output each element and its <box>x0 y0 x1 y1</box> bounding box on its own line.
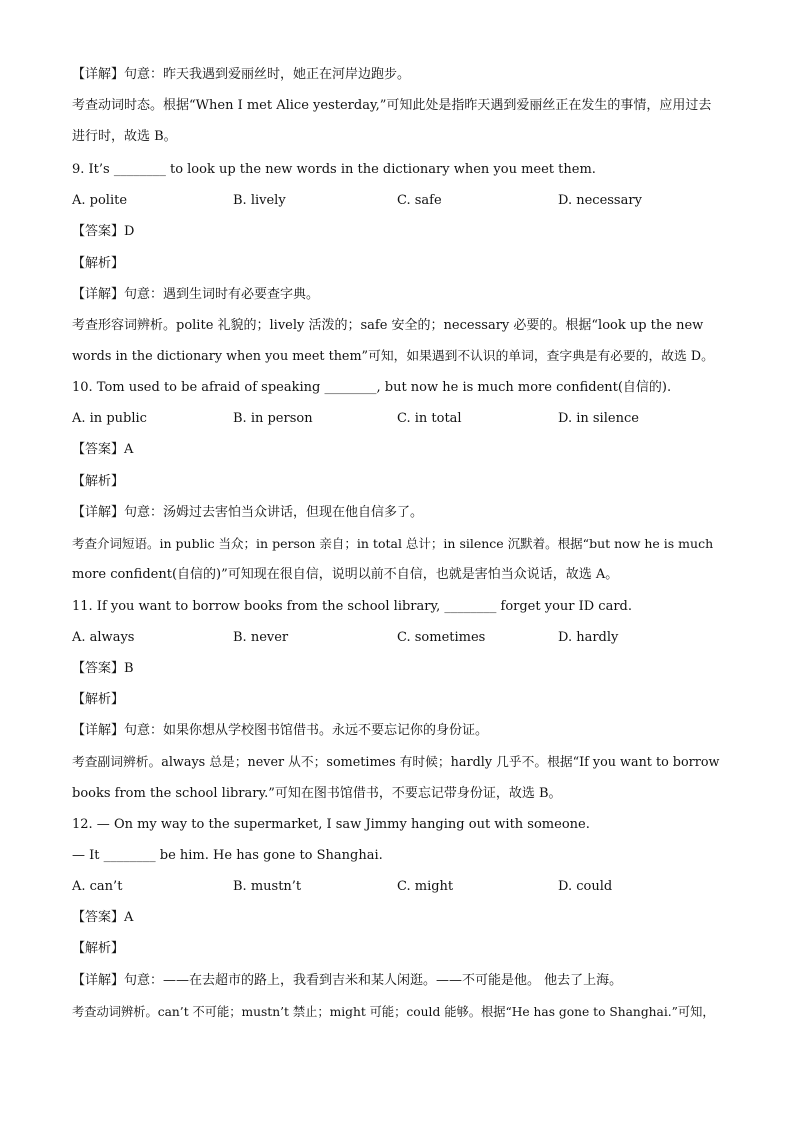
q12-question: 12. — On my way to the supermarket, I saw Jimmy hanging out with someone. <box>72 817 590 832</box>
option-d: D. in silence <box>558 411 639 426</box>
q11-question: 11. If you want to borrow books from the school library, ________ forget your ID card. <box>72 599 633 614</box>
q11-analysis-line: books from the school library.”可知在图书馆借书，不要忘记带身份证，故选 B。 <box>72 786 562 801</box>
option-c: C. might <box>397 879 454 894</box>
q10-detail-line: 【详解】句意：汤姆过去害怕当众讲话，但现在他自信多了。 <box>72 505 424 520</box>
q12-detail-line: 【详解】句意：——在去超市的路上，我看到吉米和某人闲逛。——不可能是他。 他去了上海。 <box>72 973 623 988</box>
q9-analysis-line: 考查形容词辨析。polite 礼貌的；lively 活泼的；safe 安全的；necessary 必要的。根据“look up the new <box>72 318 704 333</box>
q9-analysis-line: words in the dictionary when you meet them”可知，如果遇到不认识的单词，查字典是有必要的，故选 D。 <box>72 349 714 364</box>
q10-analysis-heading: 【解析】 <box>72 474 125 489</box>
option-c: C. safe <box>397 193 442 208</box>
option-c: C. sometimes <box>397 630 486 645</box>
option-b: B. mustn’t <box>233 879 302 894</box>
q11-detail-line: 【详解】句意：如果你想从学校图书馆借书。永远不要忘记你的身份证。 <box>72 723 489 738</box>
q8-detail-line: 【详解】句意：昨天我遇到爱丽丝时，她正在河岸边跑步。 <box>72 67 411 82</box>
q12-analysis-heading: 【解析】 <box>72 941 125 956</box>
option-a: A. can’t <box>72 879 123 894</box>
q9-analysis-heading: 【解析】 <box>72 256 125 271</box>
q9-answer: 【答案】D <box>72 224 135 239</box>
option-b: B. in person <box>233 411 313 426</box>
option-d: D. necessary <box>558 193 642 208</box>
option-b: B. lively <box>233 193 286 208</box>
option-a: A. polite <box>72 193 128 208</box>
q10-analysis-line: more confident(自信的)”可知现在很自信，说明以前不自信，也就是害怕当众说话，故选 A。 <box>72 567 619 582</box>
q11-analysis-line: 考查副词辨析。always 总是；never 从不；sometimes 有时候；hardly 几乎不。根据“If you want to borrow <box>72 755 720 770</box>
q11-analysis-heading: 【解析】 <box>72 692 125 707</box>
option-d: D. hardly <box>558 630 619 645</box>
q8-analysis-line: 进行时，故选 B。 <box>72 129 177 144</box>
q12-question-line2: — It ________ be him. He has gone to Shanghai. <box>72 848 383 863</box>
q10-answer: 【答案】A <box>72 442 134 457</box>
option-a: A. always <box>72 630 135 645</box>
q9-question: 9. It’s ________ to look up the new words in the dictionary when you meet them. <box>72 162 596 177</box>
option-b: B. never <box>233 630 289 645</box>
option-c: C. in total <box>397 411 462 426</box>
q11-answer: 【答案】B <box>72 661 134 676</box>
option-a: A. in public <box>72 411 147 426</box>
q12-answer: 【答案】A <box>72 910 134 925</box>
q12-analysis-line: 考查动词辨析。can’t 不可能；mustn’t 禁止；might 可能；could 能够。根据“He has gone to Shanghai.”可知， <box>72 1005 715 1019</box>
q10-question: 10. Tom used to be afraid of speaking ________, but now he is much more confident(自信的). <box>72 380 672 395</box>
q8-analysis-line: 考查动词时态。根据“When I met Alice yesterday,”可知此处是指昨天遇到爱丽丝正在发生的事情，应用过去 <box>72 98 712 113</box>
q10-analysis-line: 考查介词短语。in public 当众；in person 亲自；in total 总计；in silence 沉默着。根据“but now he is much <box>72 536 714 551</box>
option-d: D. could <box>558 879 613 894</box>
q9-detail-line: 【详解】句意：遇到生词时有必要查字典。 <box>72 287 320 302</box>
